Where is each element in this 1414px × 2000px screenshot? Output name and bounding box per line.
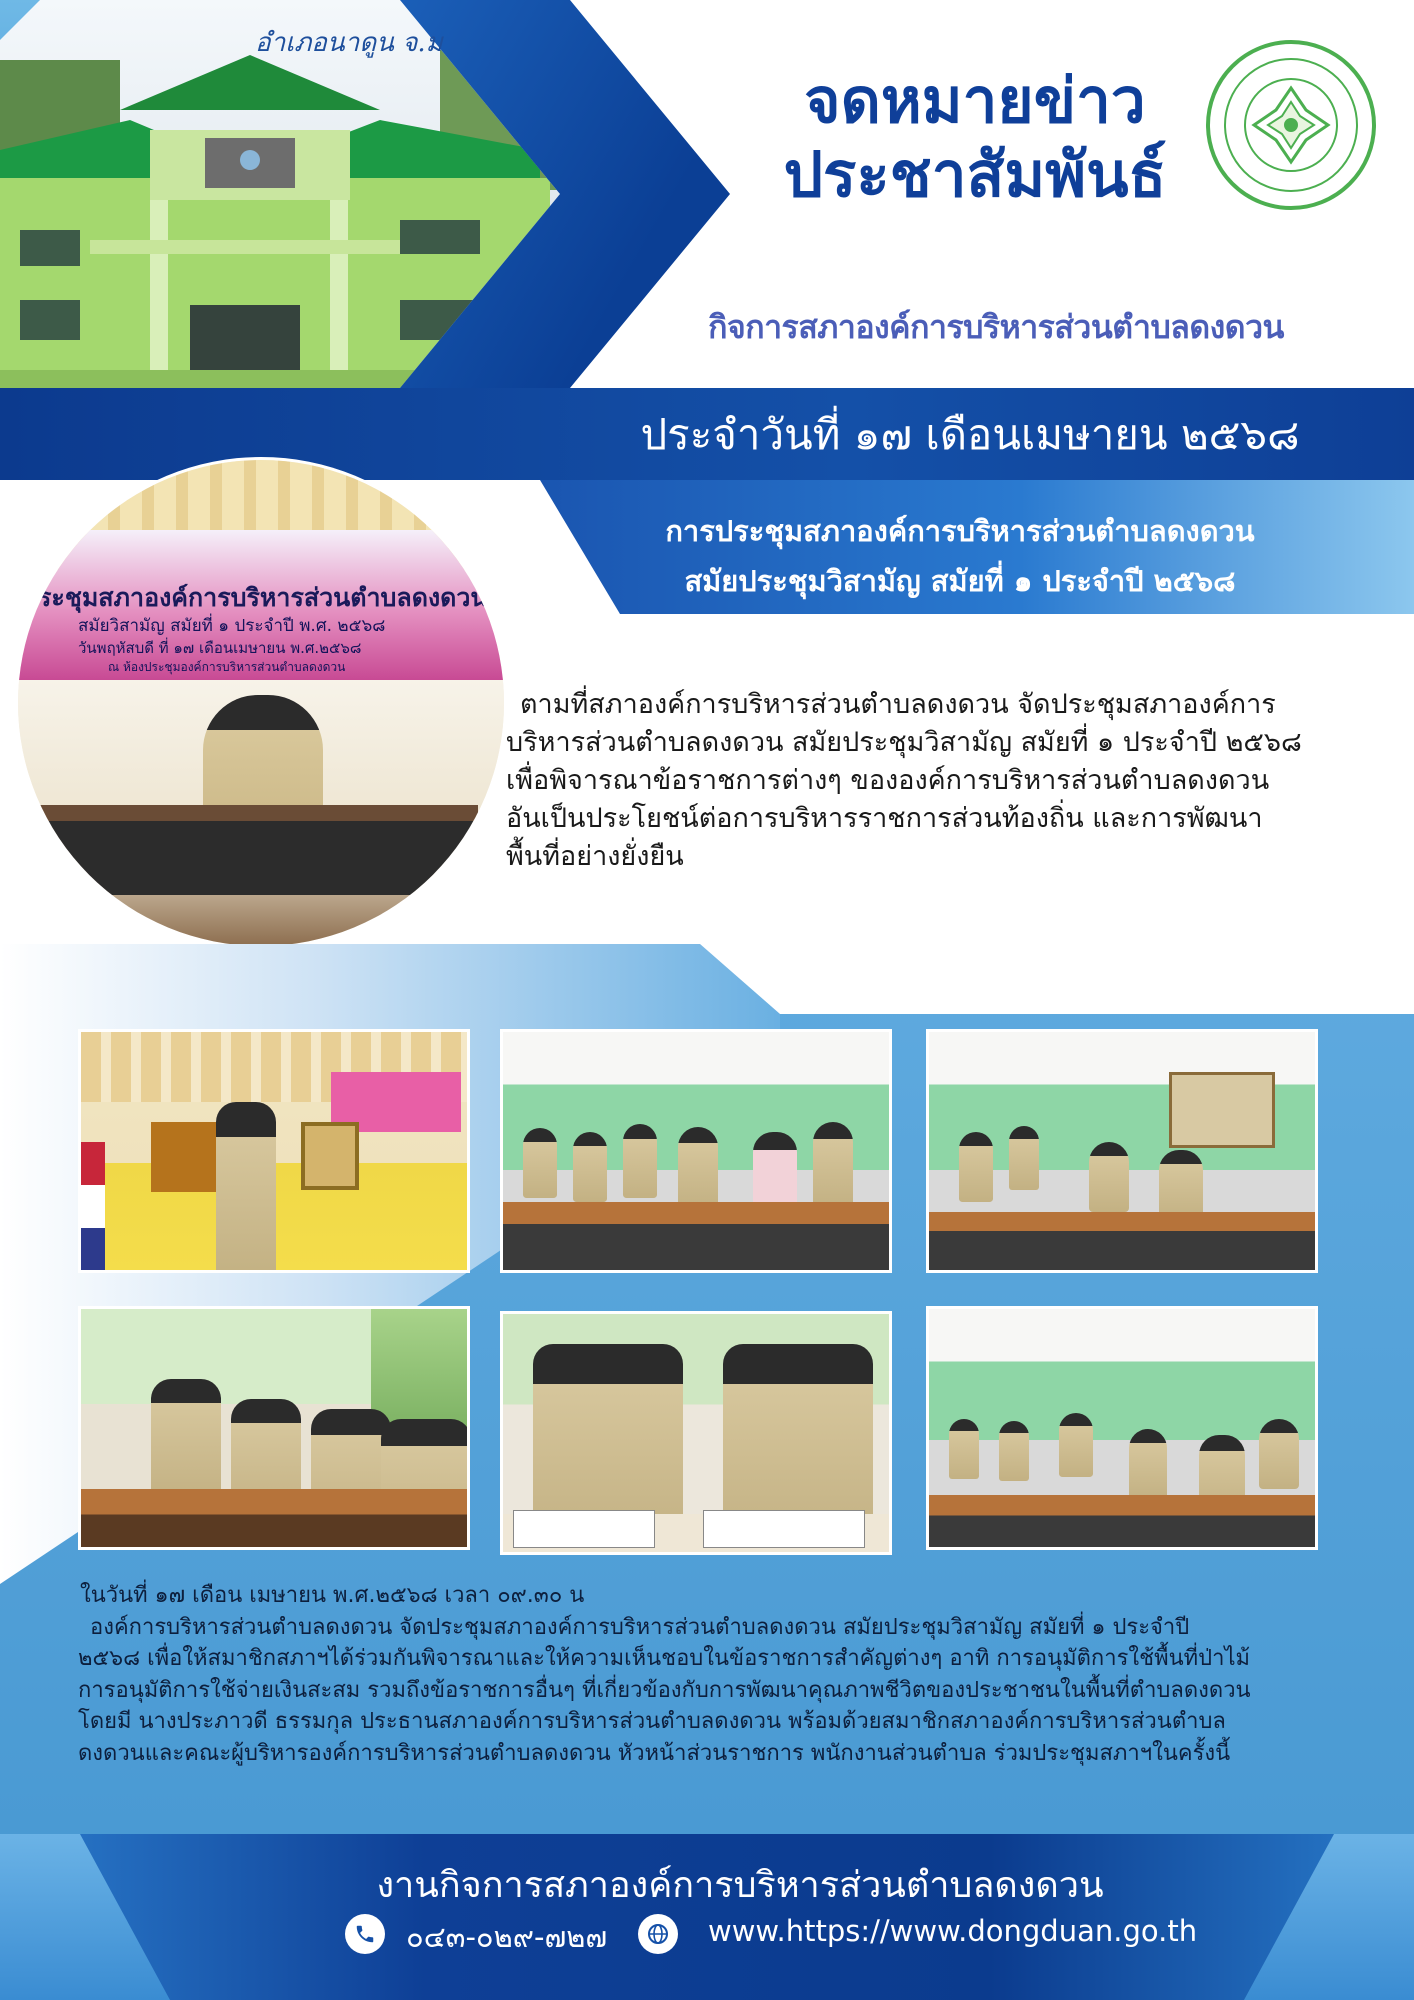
body-paragraph xyxy=(78,1580,1326,1769)
meeting-room-photo xyxy=(926,1029,1318,1273)
globe-icon xyxy=(638,1914,678,1954)
meeting-desk xyxy=(38,805,478,895)
newsletter-subtitle: กิจการสภาองค์การบริหารส่วนตำบลดงดวน xyxy=(708,308,1284,346)
body-line: โดยมี นางประภาวดี ธรรมกุล ประธานสภาองค์การบริหารส่วนตำบลดงดวน พร้อมด้วยสมาชิกสภาองค์การบริหารส่วนตำบล xyxy=(78,1709,1226,1734)
newsletter-title xyxy=(740,64,1210,212)
intro-line: อันเป็นประโยชน์ต่อการบริหารราชการส่วนท้องถิ่น และการพัฒนา xyxy=(506,803,1263,834)
topic-line-1: การประชุมสภาองค์การบริหารส่วนตำบลดงดวน xyxy=(665,514,1255,548)
body-line: ๒๕๖๘ เพื่อให้สมาชิกสภาฯได้ร่วมกันพิจารณาและให้ความเห็นชอบในข้อราชการสำคัญต่างๆ อาทิ การอนุมัติการใช้พื้นที่ป่าไม้ xyxy=(78,1646,1251,1671)
meeting-circle-photo xyxy=(18,460,504,946)
members-voting-photo xyxy=(926,1306,1318,1550)
title-line-2: ประชาสัมพันธ์ xyxy=(783,138,1167,211)
town-caption: อำเภอนาดูน จ.ม xyxy=(255,28,443,58)
body-line: องค์การบริหารส่วนตำบลดงดวน จัดประชุมสภาองค์การบริหารส่วนตำบลดงดวน สมัยประชุมวิสามัญ สมัยที่ ๑ ประจำปี xyxy=(90,1614,1190,1640)
banner-line-1: ระชุมสภาองค์การบริหารส่วนตำบลดงดวน xyxy=(38,583,488,612)
banner-line-4: ณ ห้องประชุมองค์การบริหารส่วนตำบลดงดวน xyxy=(108,660,346,674)
gallery-top-strip xyxy=(700,944,1414,1014)
body-line: ในวันที่ ๑๗ เดือน เมษายน พ.ศ.๒๕๖๘ เวลา ๐๙.๓๐ น xyxy=(80,1583,585,1608)
intro-paragraph xyxy=(506,686,1406,876)
phone-icon xyxy=(345,1914,385,1954)
body-line: ดงดวนและคณะผู้บริหารองค์การบริหารส่วนตำบลดงดวน หัวหน้าส่วนราชการ พนักงานส่วนตำบล ร่วมประชุมสภาฯในครั้งนี้ xyxy=(78,1740,1231,1766)
intro-line: เพื่อพิจารณาข้อราชการต่างๆ ขององค์การบริหารส่วนตำบลดงดวน xyxy=(506,765,1270,796)
intro-line: พื้นที่อย่างยั่งยืน xyxy=(506,841,684,872)
topic-line-2: สมัยประชุมวิสามัญ สมัยที่ ๑ ประจำปี ๒๕๖๘ xyxy=(684,564,1236,598)
footer-website-link[interactable]: www.https://www.dongduan.go.th xyxy=(708,1914,1198,1948)
officials-signing-photo xyxy=(500,1311,892,1555)
banner-line-3: วันพฤหัสบดี ที่ ๑๗ เดือนเมษายน พ.ศ.๒๕๖๘ xyxy=(78,639,362,657)
footer-title: งานกิจการสภาองค์การบริหารส่วนตำบลดงดวน xyxy=(376,1865,1104,1906)
ceremony-altar-photo xyxy=(78,1029,470,1273)
issue-date: ประจำวันที่ ๑๗ เดือนเมษายน ๒๕๖๘ xyxy=(640,410,1300,459)
title-line-1: จดหมายข่าว xyxy=(804,64,1146,137)
members-reading-photo xyxy=(78,1306,470,1550)
members-standing-photo xyxy=(500,1029,892,1273)
intro-line: ตามที่สภาองค์การบริหารส่วนตำบลดงดวน จัดประชุมสภาองค์การ xyxy=(520,689,1276,720)
organization-logo xyxy=(1206,40,1376,210)
flower-emblem-icon xyxy=(1210,44,1372,206)
footer-phone[interactable]: ๐๔๓-๐๒๙-๗๒๗ xyxy=(406,1920,608,1954)
body-line: การอนุมัติการใช้จ่ายเงินสะสม รวมถึงข้อราชการอื่นๆ ที่เกี่ยวข้องกับการพัฒนาคุณภาพชีวิตของประชาชนในพื้นที่ตำบลดงดวน xyxy=(78,1677,1251,1703)
intro-line: บริหารส่วนตำบลดงดวน สมัยประชุมวิสามัญ สมัยที่ ๑ ประจำปี ๒๕๖๘ xyxy=(506,727,1302,758)
banner-line-2: สมัยวิสามัญ สมัยที่ ๑ ประจำปี พ.ศ. ๒๕๖๘ xyxy=(78,616,386,636)
